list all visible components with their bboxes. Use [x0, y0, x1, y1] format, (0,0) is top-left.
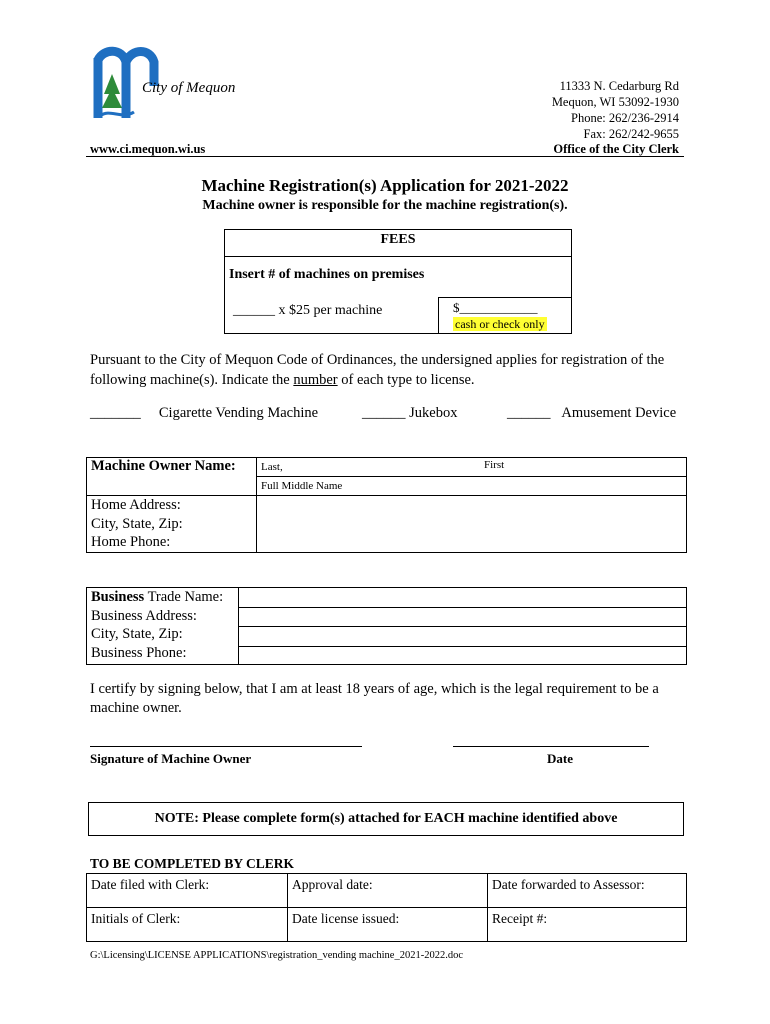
certification-text: I certify by signing below, that I am at least 18 years of age, which is the legal requirement to be a machine owner.: [90, 681, 659, 716]
business-city-label: City, State, Zip:: [91, 626, 183, 642]
fees-table: [224, 229, 572, 334]
fee-amount[interactable]: $____________: [453, 300, 538, 315]
owner-name-field[interactable]: [257, 458, 687, 477]
page-subtitle: Machine owner is responsible for the machine registration(s).: [202, 198, 568, 213]
date-label: Date: [547, 751, 573, 766]
machine-type-label: Cigarette Vending Machine: [158, 405, 319, 421]
phone-line: Phone: 262/236-2914: [571, 111, 679, 125]
business-labels: [87, 588, 239, 665]
middle-name-field[interactable]: [257, 477, 687, 496]
date-line[interactable]: [453, 746, 649, 747]
intro-text: Pursuant to the City of Mequon Code of Ordinances, the undersigned applies for registration of the following machine(s). Indicate the: [90, 352, 665, 388]
trade-name-label: Trade Name:: [144, 589, 224, 605]
address-line: Mequon, WI 53092-1930: [551, 95, 679, 109]
home-city-label: City, State, Zip:: [91, 515, 183, 532]
signature-label: Signature of Machine Owner: [90, 751, 252, 766]
count-blank[interactable]: ______: [362, 405, 406, 421]
home-info-labels: [87, 496, 257, 553]
approval-date-cell[interactable]: Approval date:: [288, 874, 488, 908]
business-address-field[interactable]: [239, 608, 686, 628]
count-blank[interactable]: ______: [507, 405, 551, 421]
owner-name-label-cell: [87, 458, 257, 496]
trade-name-field[interactable]: [239, 588, 686, 608]
last-name-label: Last,: [261, 461, 283, 473]
owner-table: [86, 457, 687, 553]
business-phone-field[interactable]: [239, 647, 686, 664]
logo-text: City of Mequon: [142, 80, 236, 96]
note-box: NOTE: Please complete form(s) attached for EACH machine identified above: [88, 802, 684, 836]
office-name: Office of the City Clerk: [553, 142, 679, 156]
business-fields[interactable]: [239, 588, 687, 665]
header-divider: [86, 156, 684, 157]
clerk-initials-cell[interactable]: Initials of Clerk:: [87, 908, 288, 942]
payment-note: cash or check only: [455, 317, 545, 331]
intro-text-end: of each type to license.: [337, 372, 475, 388]
file-path: G:\Licensing\LICENSE APPLICATIONS\registration_vending machine_2021-2022.doc: [90, 950, 463, 961]
machine-type-label: Jukebox: [409, 405, 458, 421]
first-name-label: First: [484, 459, 505, 471]
receipt-cell[interactable]: Receipt #:: [488, 908, 687, 942]
address-line: 11333 N. Cedarburg Rd: [559, 79, 679, 93]
machine-type-cigarette[interactable]: [90, 405, 318, 422]
intro-paragraph: [90, 350, 690, 390]
fax-line: Fax: 262/242-9655: [583, 127, 679, 141]
date-forwarded-cell[interactable]: Date forwarded to Assessor:: [488, 874, 687, 908]
city-logo: [90, 46, 240, 126]
machines-count-label: Insert # of machines on premises: [225, 257, 572, 298]
signature-line[interactable]: [90, 746, 362, 747]
machine-type-jukebox[interactable]: [362, 405, 457, 422]
fees-header: FEES: [225, 230, 572, 257]
count-blank[interactable]: _______: [90, 405, 141, 421]
website-link[interactable]: www.ci.mequon.wi.us: [90, 142, 206, 156]
intro-underlined: number: [293, 372, 338, 388]
date-filed-cell[interactable]: Date filed with Clerk:: [87, 874, 288, 908]
business-address-label: Business Address:: [91, 607, 197, 624]
clerk-table: [86, 873, 687, 942]
fee-calculation[interactable]: ______ x $25 per machine: [225, 298, 439, 334]
owner-name-label: Machine Owner Name:: [91, 458, 236, 474]
machine-type-label: Amusement Device: [561, 405, 677, 421]
business-table: [86, 587, 687, 665]
fee-amount-cell[interactable]: [439, 298, 572, 334]
address-block: [552, 78, 679, 142]
clerk-section-heading: TO BE COMPLETED BY CLERK: [90, 856, 295, 871]
home-address-label: Home Address:: [91, 497, 181, 513]
business-city-field[interactable]: [239, 627, 686, 647]
page-title: Machine Registration(s) Application for 2021-2022: [201, 176, 569, 195]
license-issued-cell[interactable]: Date license issued:: [288, 908, 488, 942]
machine-type-amusement[interactable]: [507, 405, 676, 422]
business-bold: Business: [91, 589, 145, 605]
business-phone-label: Business Phone:: [91, 644, 187, 661]
home-info-field[interactable]: [257, 496, 687, 553]
middle-name-label: Full Middle Name: [261, 480, 343, 492]
home-phone-label: Home Phone:: [91, 534, 171, 550]
